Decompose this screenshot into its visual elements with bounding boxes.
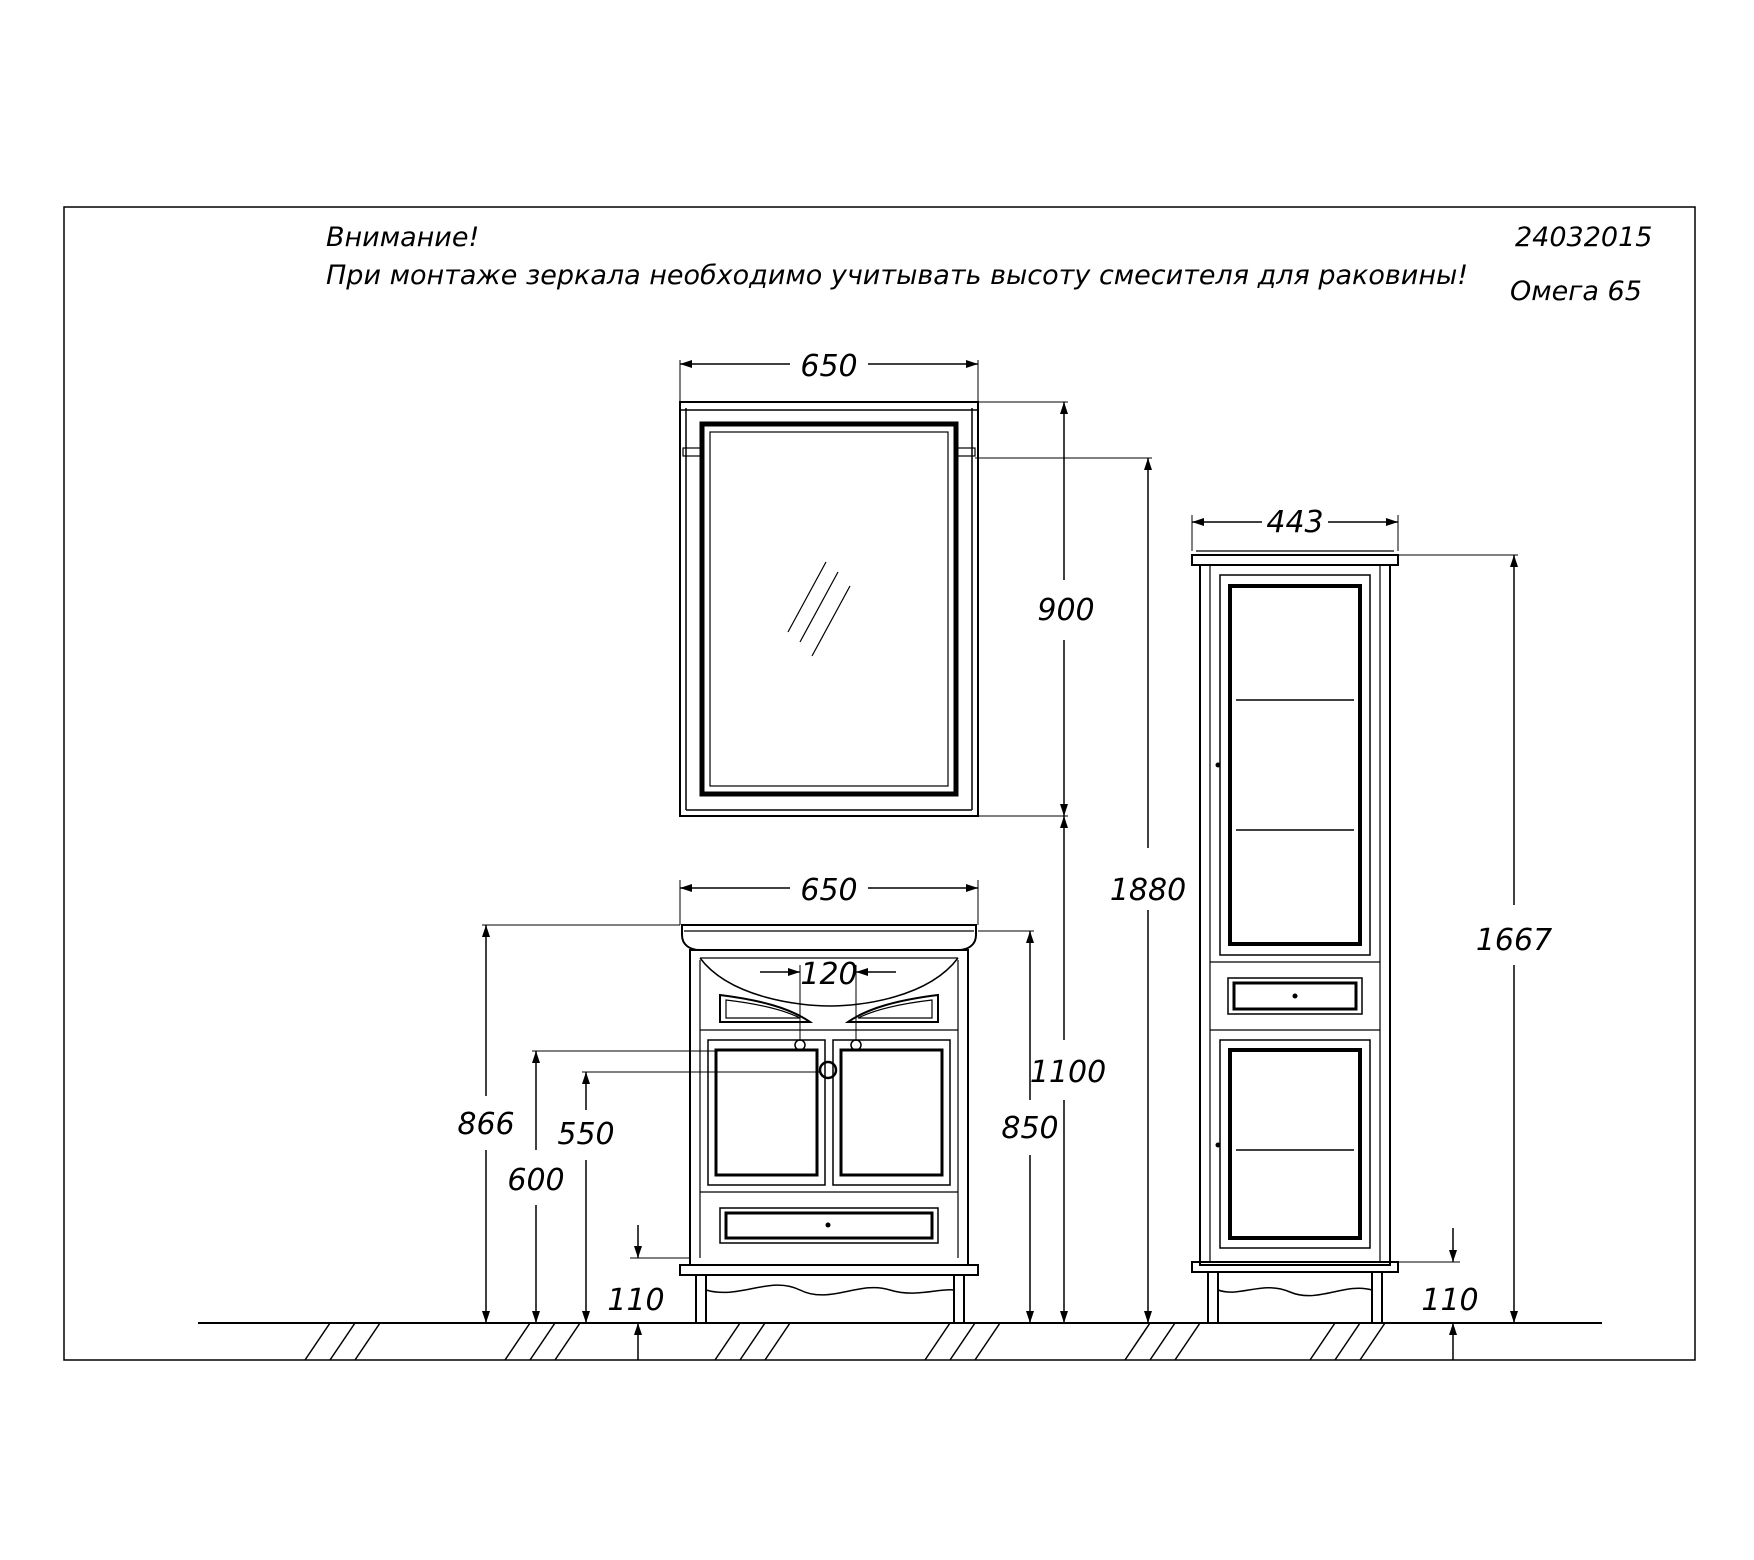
- svg-text:650: 650: [800, 349, 858, 384]
- svg-text:850: 850: [1001, 1111, 1059, 1146]
- svg-text:1880: 1880: [1109, 873, 1187, 908]
- svg-text:120: 120: [800, 957, 858, 992]
- mirror: [680, 402, 978, 816]
- dim-mirror-top-height: [975, 458, 1186, 1323]
- drawing-frame: [64, 207, 1695, 1360]
- dim-vanity-leg-height: [607, 1225, 690, 1360]
- dim-cabinet-height: [1398, 555, 1552, 1323]
- tall-cabinet: [1192, 551, 1398, 1323]
- svg-text:900: 900: [1037, 593, 1095, 628]
- svg-text:650: 650: [800, 873, 858, 908]
- svg-text:866: 866: [457, 1107, 515, 1142]
- floor: [198, 1323, 1602, 1360]
- dim-mirror-bottom-height: [1030, 816, 1106, 1323]
- svg-text:600: 600: [507, 1163, 565, 1198]
- model-name: Омега 65: [1510, 276, 1642, 307]
- dim-cabinet-leg-height: [1398, 1228, 1479, 1360]
- dim-mirror-width: [680, 349, 978, 402]
- dim-cabinet-width: [1192, 505, 1398, 551]
- svg-text:110: 110: [607, 1283, 665, 1318]
- dim-tap-spacing: [760, 957, 896, 1040]
- warning-text: При монтаже зеркала необходимо учитывать высоту смесителя для раковины!: [326, 260, 1469, 291]
- svg-text:110: 110: [1421, 1283, 1479, 1318]
- svg-text:550: 550: [557, 1117, 615, 1152]
- dim-vanity-counter-height: [978, 931, 1059, 1323]
- dim-vanity-width: [680, 873, 978, 925]
- svg-text:1667: 1667: [1475, 923, 1553, 958]
- document-code: 24032015: [1515, 222, 1653, 253]
- warning-title: Внимание!: [326, 222, 480, 253]
- dim-mirror-height: [978, 402, 1095, 816]
- svg-text:443: 443: [1266, 505, 1324, 540]
- svg-text:1100: 1100: [1029, 1055, 1107, 1090]
